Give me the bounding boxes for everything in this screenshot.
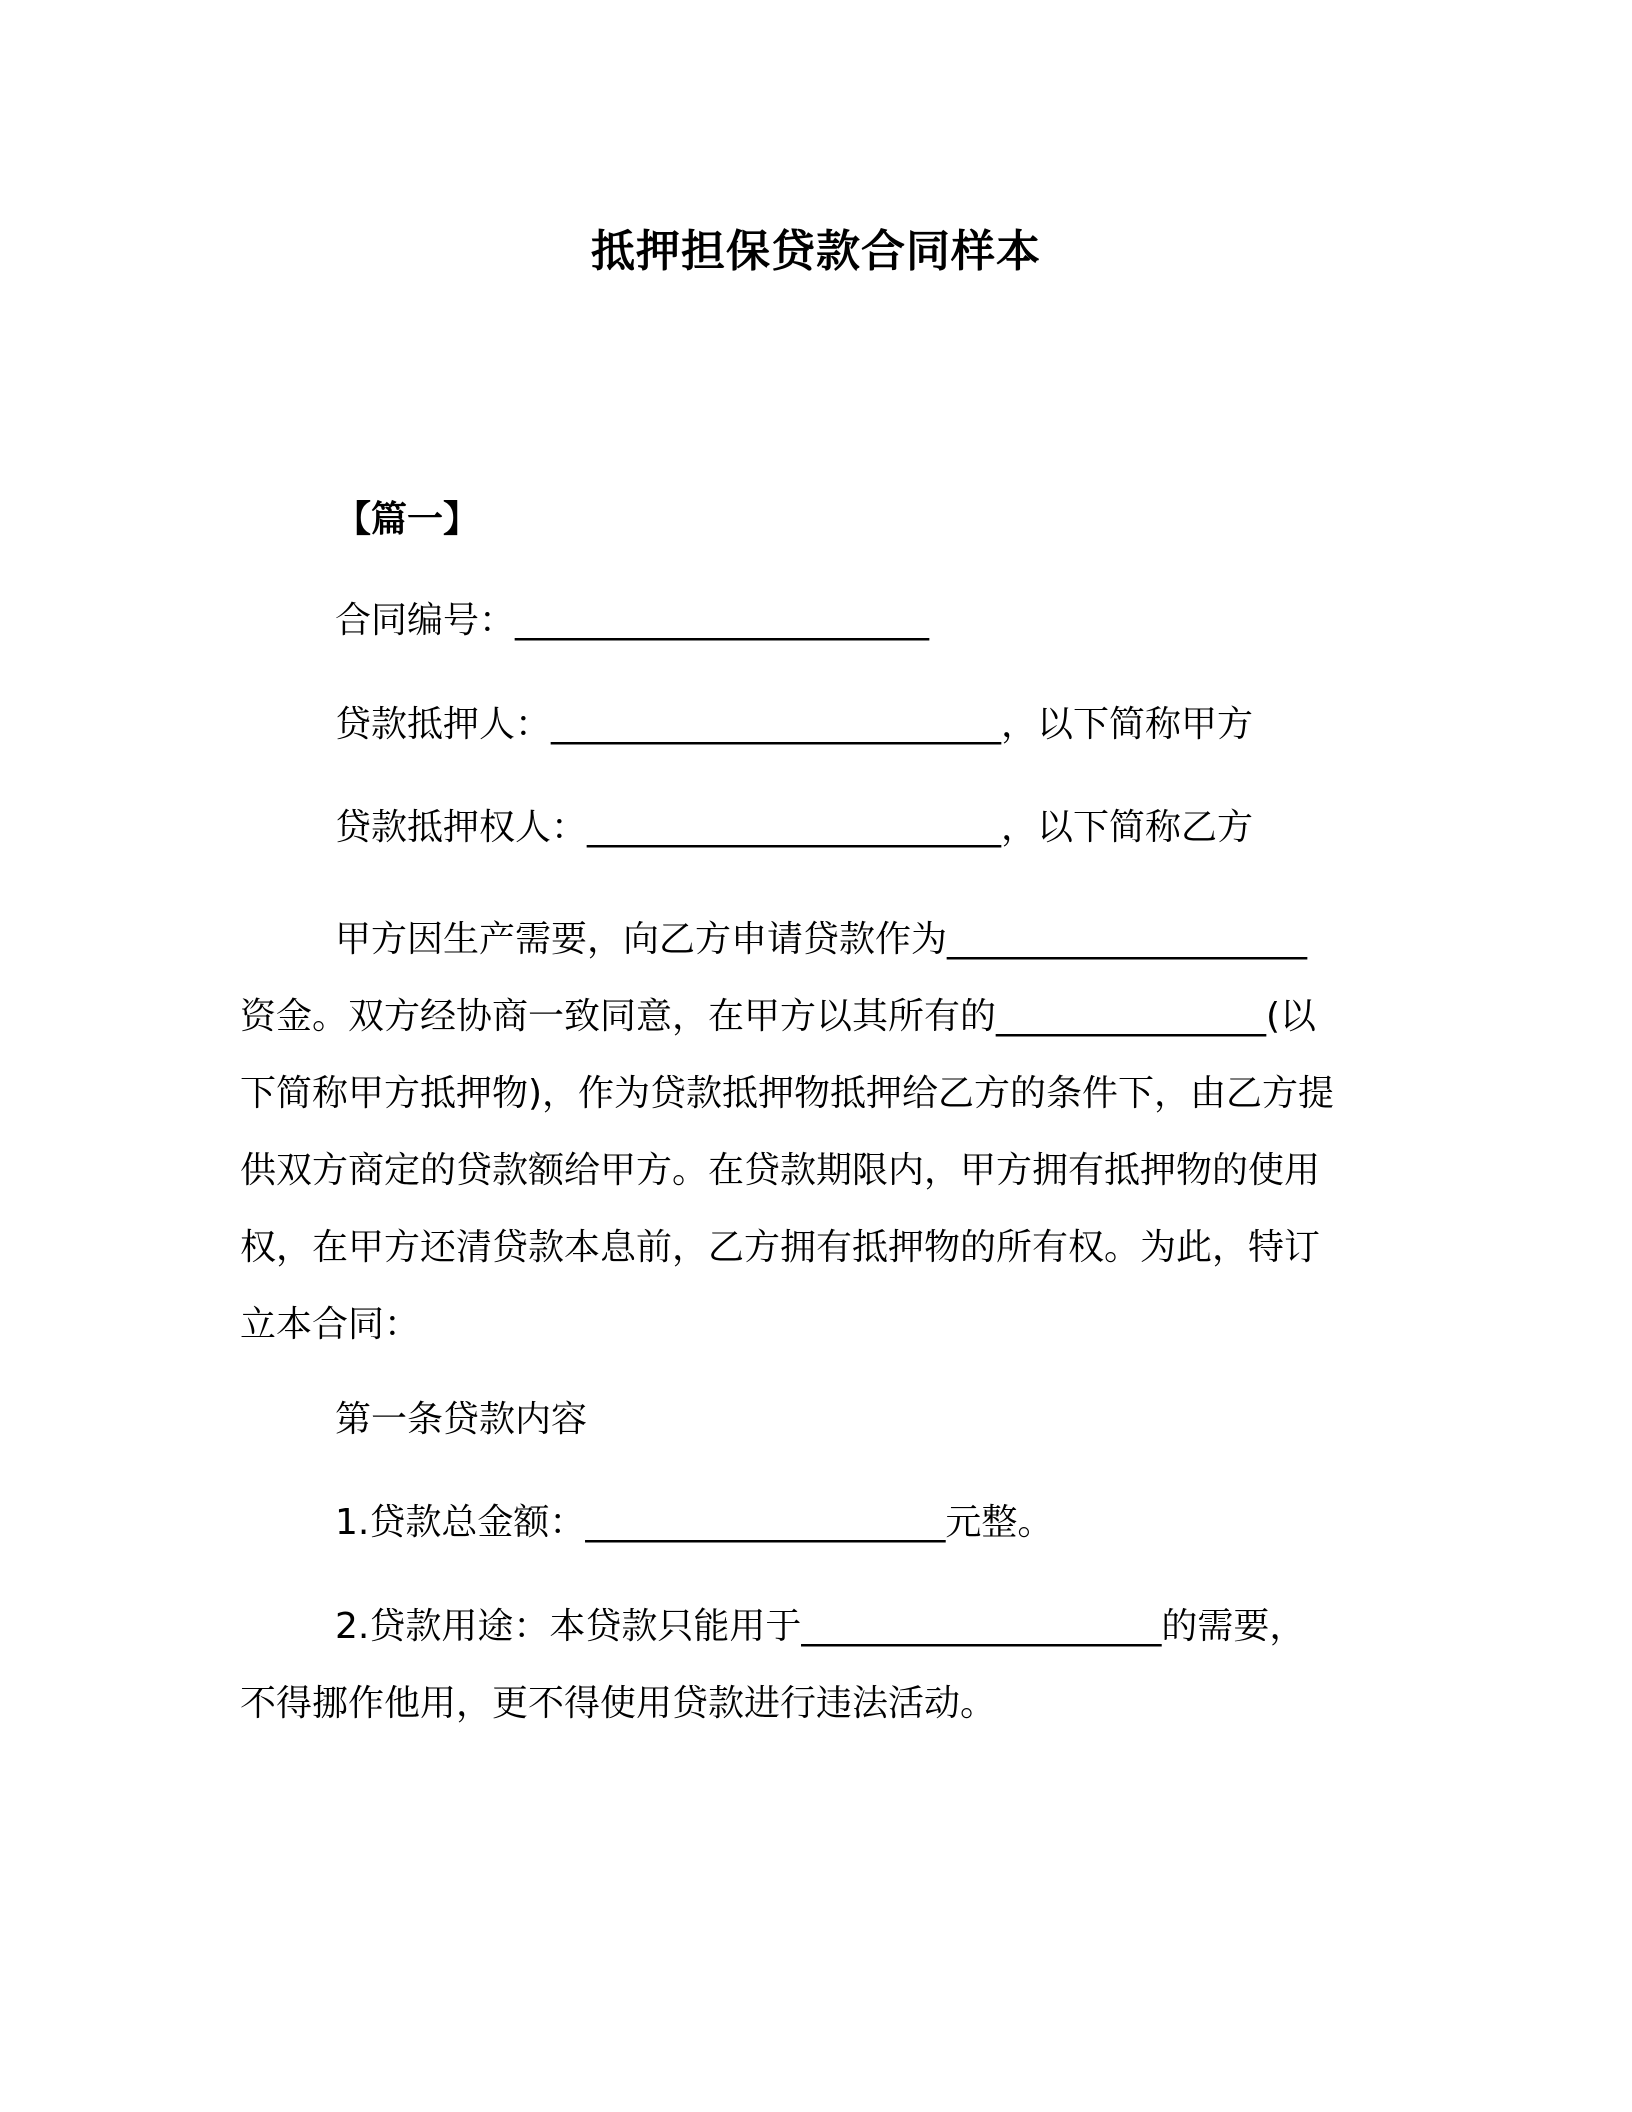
article-1-item-1: 1.贷款总金额：____________________元整。 (335, 1502, 1054, 1543)
mortgagee-field: 贷款抵押权人：_______________________，以下简称乙方 (335, 807, 1254, 848)
preamble-line: 下简称甲方抵押物)，作为贷款抵押物抵押给乙方的条件下，由乙方提 (240, 1073, 1335, 1114)
preamble-line: 甲方因生产需要，向乙方申请贷款作为____________________ (335, 919, 1308, 960)
preamble-line: 立本合同： (240, 1304, 421, 1345)
document-title: 抵押担保贷款合同样本 (591, 226, 1041, 277)
preamble-paragraph (240, 915, 1370, 1377)
section-tag: 【篇一】 (335, 499, 480, 540)
preamble-line: 供双方商定的贷款额给甲方。在贷款期限内，甲方拥有抵押物的使用 (240, 1150, 1321, 1191)
preamble-line: 权，在甲方还清贷款本息前，乙方拥有抵押物的所有权。为此，特订 (240, 1227, 1321, 1268)
mortgagor-field: 贷款抵押人：_________________________，以下简称甲方 (335, 704, 1254, 745)
contract-number-field: 合同编号：_______________________ (335, 600, 930, 641)
article-1-heading: 第一条贷款内容 (335, 1399, 588, 1440)
preamble-line: 资金。双方经协商一致同意，在甲方以其所有的_______________(以 (240, 996, 1317, 1037)
article-1-item-2: 2.贷款用途：本贷款只能用于____________________的需要， (335, 1606, 1306, 1647)
article-1-item-2-continued: 不得挪作他用，更不得使用贷款进行违法活动。 (240, 1683, 997, 1724)
